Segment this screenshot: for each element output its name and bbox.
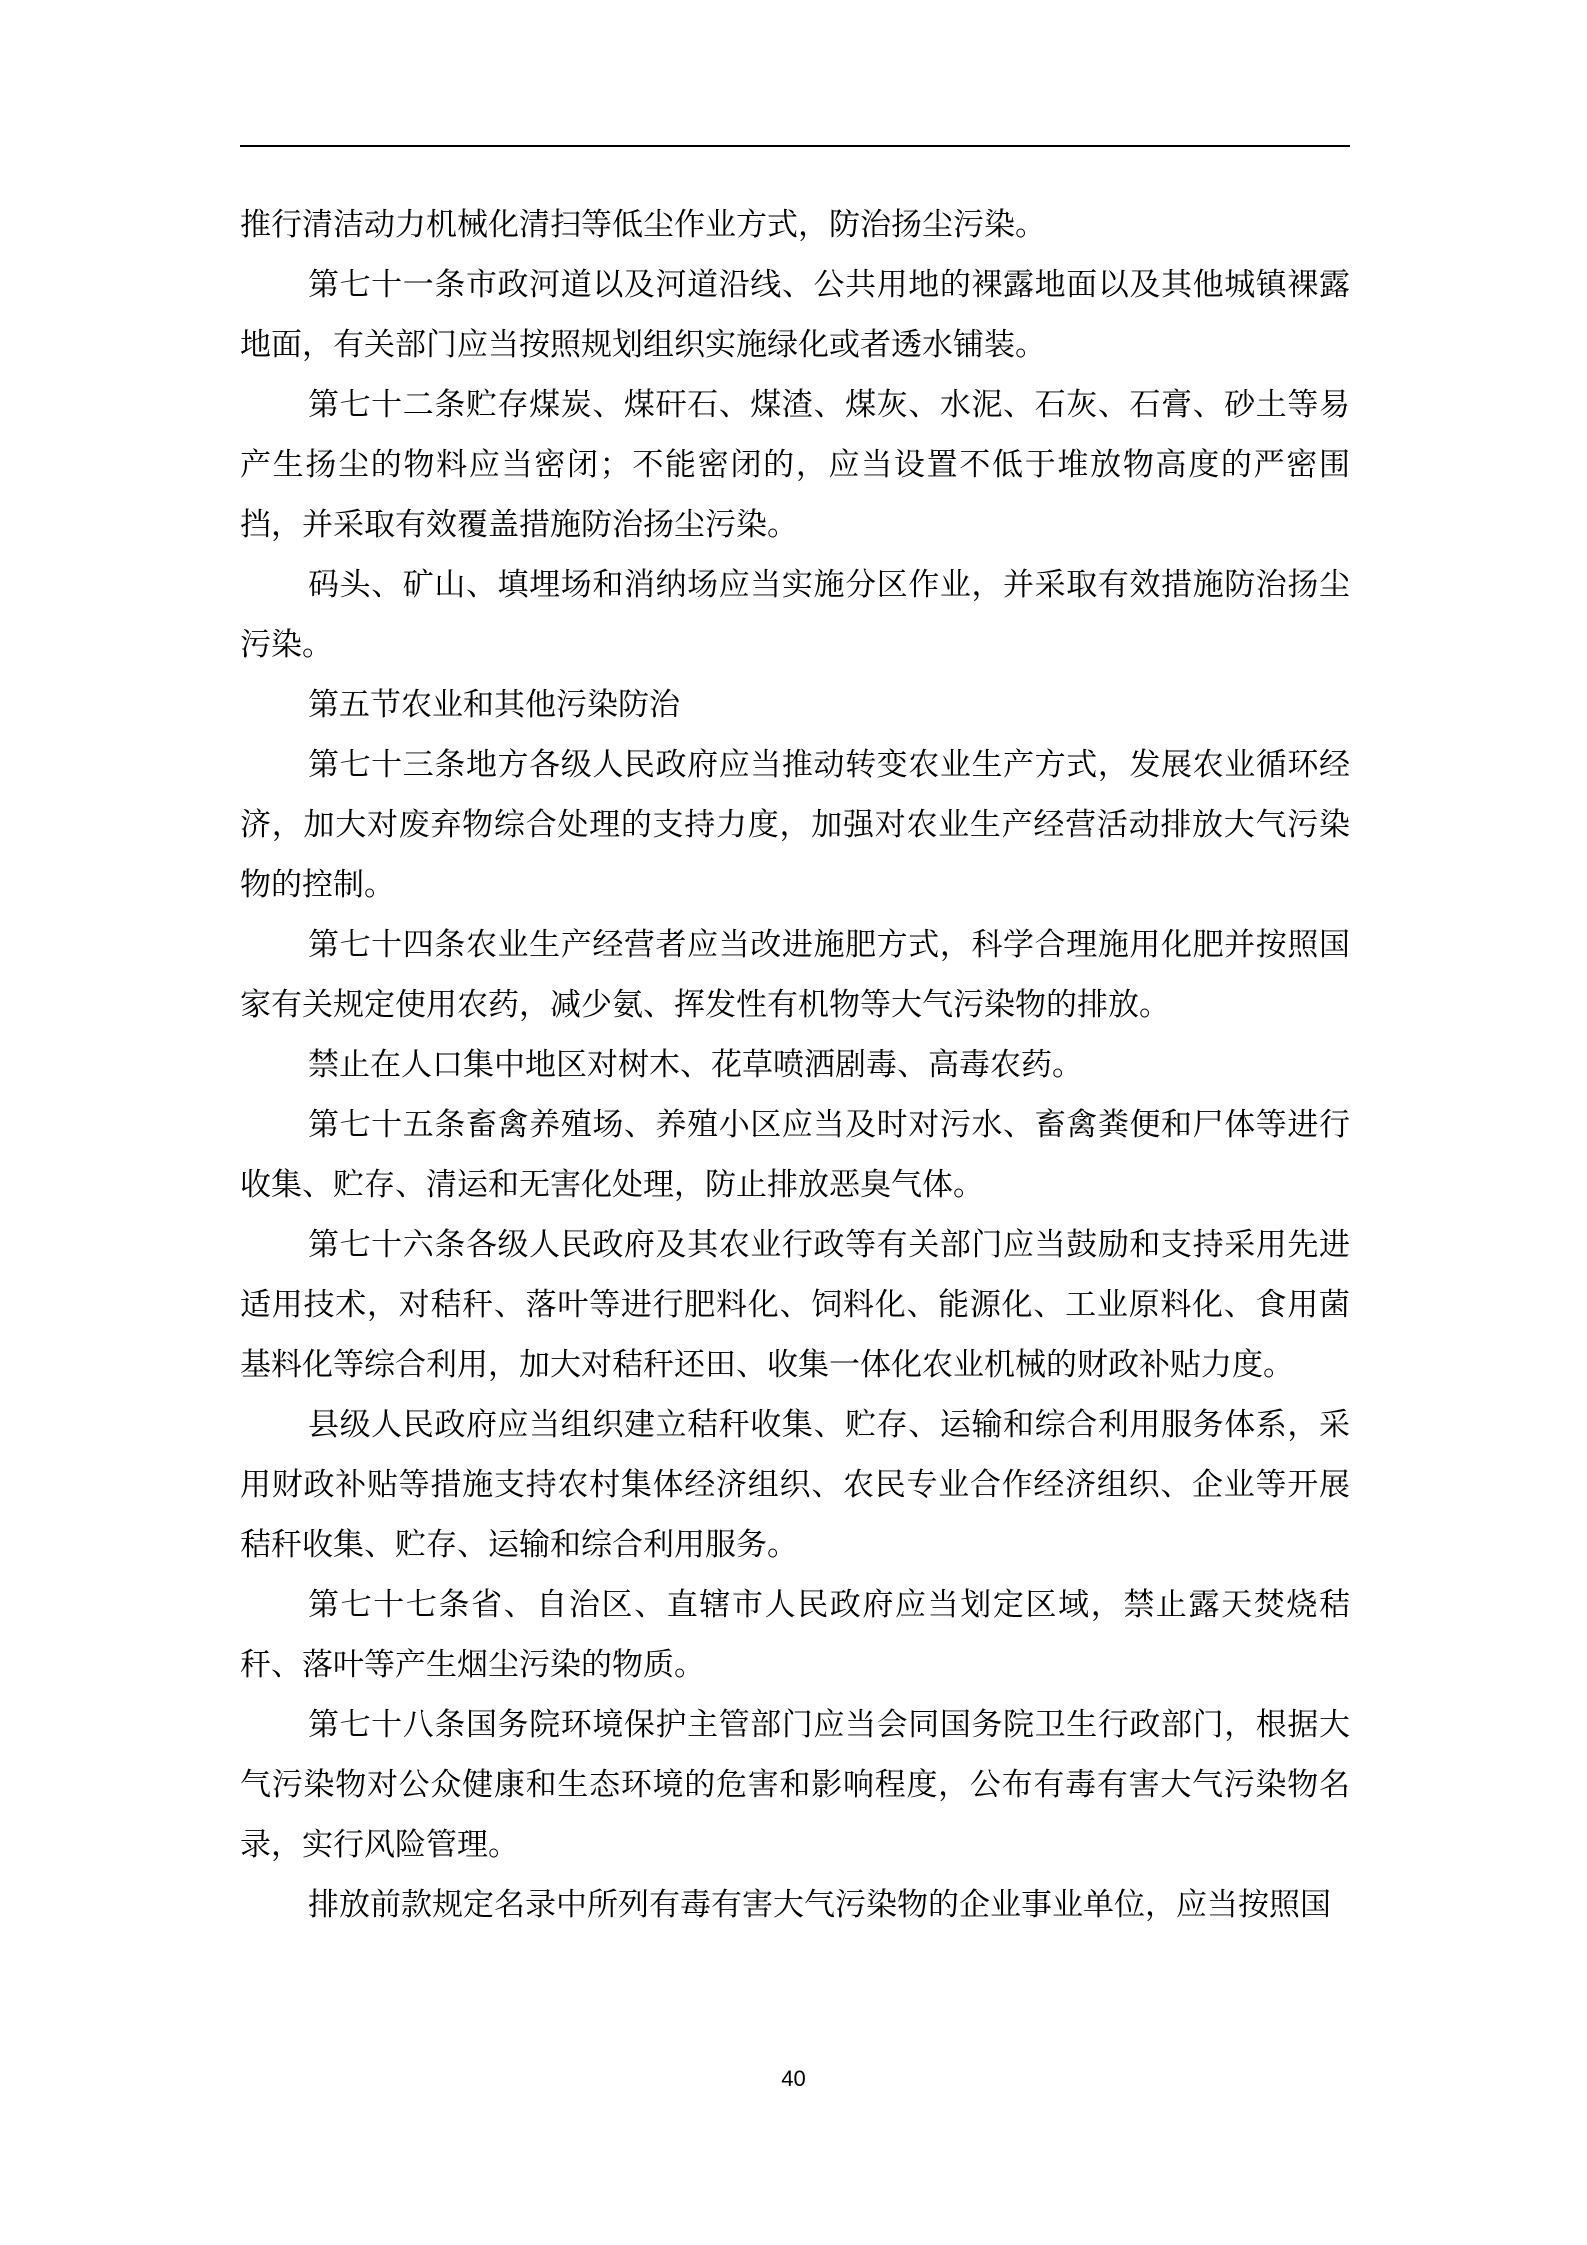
paragraph-1: 推行清洁动力机械化清扫等低尘作业方式，防治扬尘污染。	[240, 207, 1046, 243]
header-rule	[240, 145, 1350, 147]
section-heading: 第五节农业和其他污染防治	[308, 687, 680, 723]
paragraph-article-71: 第七十一条市政河道以及河道沿线、公共用地的裸露地面以及其他城镇裸露地面，有关部门应当按照规划组织实施绿化或者透水铺装。	[240, 267, 1350, 363]
paragraph-article-73: 第七十三条地方各级人民政府应当推动转变农业生产方式，发展农业循环经济，加大对废弃物综合处理的支持力度，加强对农业生产经营活动排放大气污染物的控制。	[240, 747, 1350, 903]
paragraph-county-straw: 县级人民政府应当组织建立秸秆收集、贮存、运输和综合利用服务体系，采用财政补贴等措施支持农村集体经济组织、农民专业合作经济组织、企业等开展秸秆收集、贮存、运输和综合利用服务。	[240, 1407, 1350, 1563]
paragraph-toxic-emitters: 排放前款规定名录中所列有毒有害大气污染物的企业事业单位，应当按照国	[308, 1887, 1331, 1923]
paragraph-article-74: 第七十四条农业生产经营者应当改进施肥方式，科学合理施用化肥并按照国家有关规定使用农药，减少氨、挥发性有机物等大气污染物的排放。	[240, 927, 1350, 1023]
body-text	[240, 195, 1350, 1935]
page-number: 40	[781, 2066, 806, 2091]
paragraph-article-76: 第七十六条各级人民政府及其农业行政等有关部门应当鼓励和支持采用先进适用技术，对秸秆、落叶等进行肥料化、饲料化、能源化、工业原料化、食用菌基料化等综合利用，加大对秸秆还田、收集一体化农业机械的财政补贴力度。	[240, 1227, 1350, 1383]
paragraph-pesticide-ban: 禁止在人口集中地区对树木、花草喷洒剧毒、高毒农药。	[308, 1047, 1083, 1083]
paragraph-article-77: 第七十七条省、自治区、直辖市人民政府应当划定区域，禁止露天焚烧秸秆、落叶等产生烟尘污染的物质。	[240, 1587, 1350, 1683]
paragraph-docks-mines: 码头、矿山、填埋场和消纳场应当实施分区作业，并采取有效措施防治扬尘污染。	[240, 567, 1350, 663]
paragraph-article-75: 第七十五条畜禽养殖场、养殖小区应当及时对污水、畜禽粪便和尸体等进行收集、贮存、清运和无害化处理，防止排放恶臭气体。	[240, 1107, 1350, 1203]
paragraph-article-72: 第七十二条贮存煤炭、煤矸石、煤渣、煤灰、水泥、石灰、石膏、砂土等易产生扬尘的物料应当密闭；不能密闭的，应当设置不低于堆放物高度的严密围挡，并采取有效覆盖措施防治扬尘污染。	[240, 387, 1350, 543]
paragraph-article-78: 第七十八条国务院环境保护主管部门应当会同国务院卫生行政部门，根据大气污染物对公众健康和生态环境的危害和影响程度，公布有毒有害大气污染物名录，实行风险管理。	[240, 1707, 1350, 1863]
